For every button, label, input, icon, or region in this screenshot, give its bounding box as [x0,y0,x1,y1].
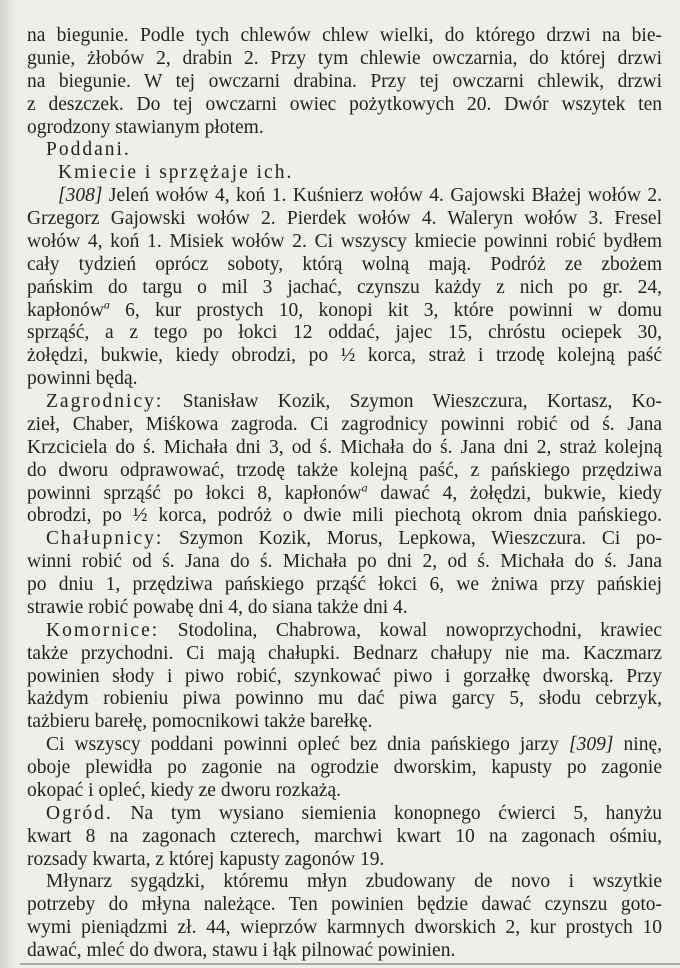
text-line: Młynarz sygądzki, któremu młyn zbudowany de novo i wszytkie [46,871,662,893]
text-line: po dniu 1, przędziwa pańskiego prząść łokci 6, we żniwa przy pańskiej [27,574,662,595]
text-line: obrodzi, po ½ korca, podróż o dwie mili piechotą okrom dnia pańskiego. [27,505,662,527]
section-heading: Zagrodnicy: [46,391,164,412]
page-marker: [309] [569,734,614,756]
page-marker: [308] [58,185,103,207]
text-line: z deszczek. Do tej owczarni owiec pożytkowych 20. Dwór wszytek ten [27,93,662,115]
text-line: Ci wszyscy poddani powinni opleć bez dnia pańskiego jarzy [309] ninę, [46,734,662,756]
text-line: Grzegorz Gajowski wołów 2. Pierdek wołów 4. Waleryn wołów 3. Fresel [27,208,662,229]
text-line: okopać i opleć, kiedy ze dworu rozkażą. [27,779,342,801]
section-heading: Komornice: [46,619,160,641]
text-line: Komornice: Stodolina, Chabrowa, kowal nowoprzychodni, krawiec [46,619,662,641]
text-line: gunie, żłobów 2, drabin 2. Przy tym chlewie owczarnia, do której drzwi [27,47,662,69]
subsection-heading: Kmiecie i sprzężaje ich. [58,162,294,184]
text-line: strawie robić powabę dni 4, do siana także dni 4. [27,596,408,618]
text-line: cały tydzień oprócz soboty, którą wolną mają. Podróż ze zbożem [27,253,662,275]
text-line: Krzciciela do ś. Michała dni 3, od ś. Michała do ś. Jana dni 2, straż kolejną [27,436,662,458]
page-bottom-edge [20,963,680,965]
text-line: ogrodzony stawianym płotem. [27,116,264,138]
text-line: każdym robieniu piwa powinno mu dać piwa garcy 5, słodu cebrzyk, [27,688,662,710]
text-line: wymi pieniądzmi zł. 44, wieprzów karmnych dworskich 2, kur prostych 10 [27,917,662,939]
footnote-marker: a [361,482,368,494]
text-line: pańskim do targu o mil 3 jachać, czynszu każdy z nich po gr. 24, [27,276,662,298]
text-line: dawać, mleć do dwora, stawu i łąk pilnować powinien. [27,940,456,961]
text-line: powinni sprząść po łokci 8, kapłonów$^a$ dawać 4, żołędzi, bukwie, kiedy [27,483,662,506]
text-block [27,25,662,963]
text-line: powinni będą. [27,368,138,390]
footnote-marker: a [103,299,110,311]
text-line: na biegunie. W tej owczarni drabina. Przy tej owczarni chlewik, drzwi [27,70,662,92]
text-line: żołędzi, bukwie, kiedy obrodzi, po ½ korca, straż i trzodę kolejną paść [27,345,662,367]
text-line: [308] Jeleń wołów 4, koń 1. Kuśnierz wołów 4. Gajowski Błażej wołów 2. [58,185,662,207]
binding-shadow [0,0,16,968]
text-line: oboje plewidła po zagonie na ogrodzie dworskim, kapusty po zagonie [27,757,662,778]
text-line: kwart 8 na zagonach czterech, marchwi kwart 10 na zagonach ośmiu, [27,825,662,847]
text-line: zieł, Chaber, Miśkowa zagroda. Ci zagrodnicy powinni robić od ś. Jana [27,413,662,435]
text-line: także przychodni. Ci mają chałupki. Bednarz chałupy nie ma. Kaczmarz [27,642,662,664]
section-heading: Poddani. [46,139,131,161]
text-line: winni robić od ś. Jana do ś. Michała po dni 2, od ś. Michała do ś. Jana [27,551,662,573]
text-line: kapłonów$^a$ 6, kur prostych 10, konopi kit 3, które powinni w domu [27,300,662,323]
text-line: powinien słody i piwo robić, szynkować piwo i gorzałkę dworską. Przy [27,665,662,687]
section-heading: Chałupnicy: [46,528,164,550]
text-line: Ogród. Na tym wysiano siemienia konopnego ćwierci 5, hanyżu [46,802,662,824]
text-line: potrzeby do młyna należące. Ten powinien będzie dawać czynszu goto- [27,894,662,916]
text-line: sprząść, a z tego po łokci 12 oddać, jajec 15, chróstu ociepek 30, [27,322,662,344]
section-heading: Ogród. [46,802,113,824]
text-line: Chałupnicy: Szymon Kozik, Morus, Lepkowa, Wieszczura. Ci po- [46,528,662,550]
text-line: Zagrodnicy: Stanisław Kozik, Szymon Wieszczura, Kortasz, Ko- [46,391,662,412]
subsection-heading-line [27,162,662,185]
text-line: tażbieru barełę, pomocnikowi także barełkę. [27,711,373,733]
section-heading-line [27,139,662,162]
text-line: wołów 4, koń 1. Misiek wołów 2. Ci wszyscy kmiecie powinni robić bydłem [27,230,662,252]
text-line: rozsady kwarta, z której kapusty zagonów 19. [27,848,385,870]
text-line: do dworu odprawować, trzodę także kolejną paść, z pańskiego przędziwa [27,459,662,481]
text-line: na biegunie. Podle tych chlewów chlew wielki, do którego drzwi na bie- [27,25,662,46]
